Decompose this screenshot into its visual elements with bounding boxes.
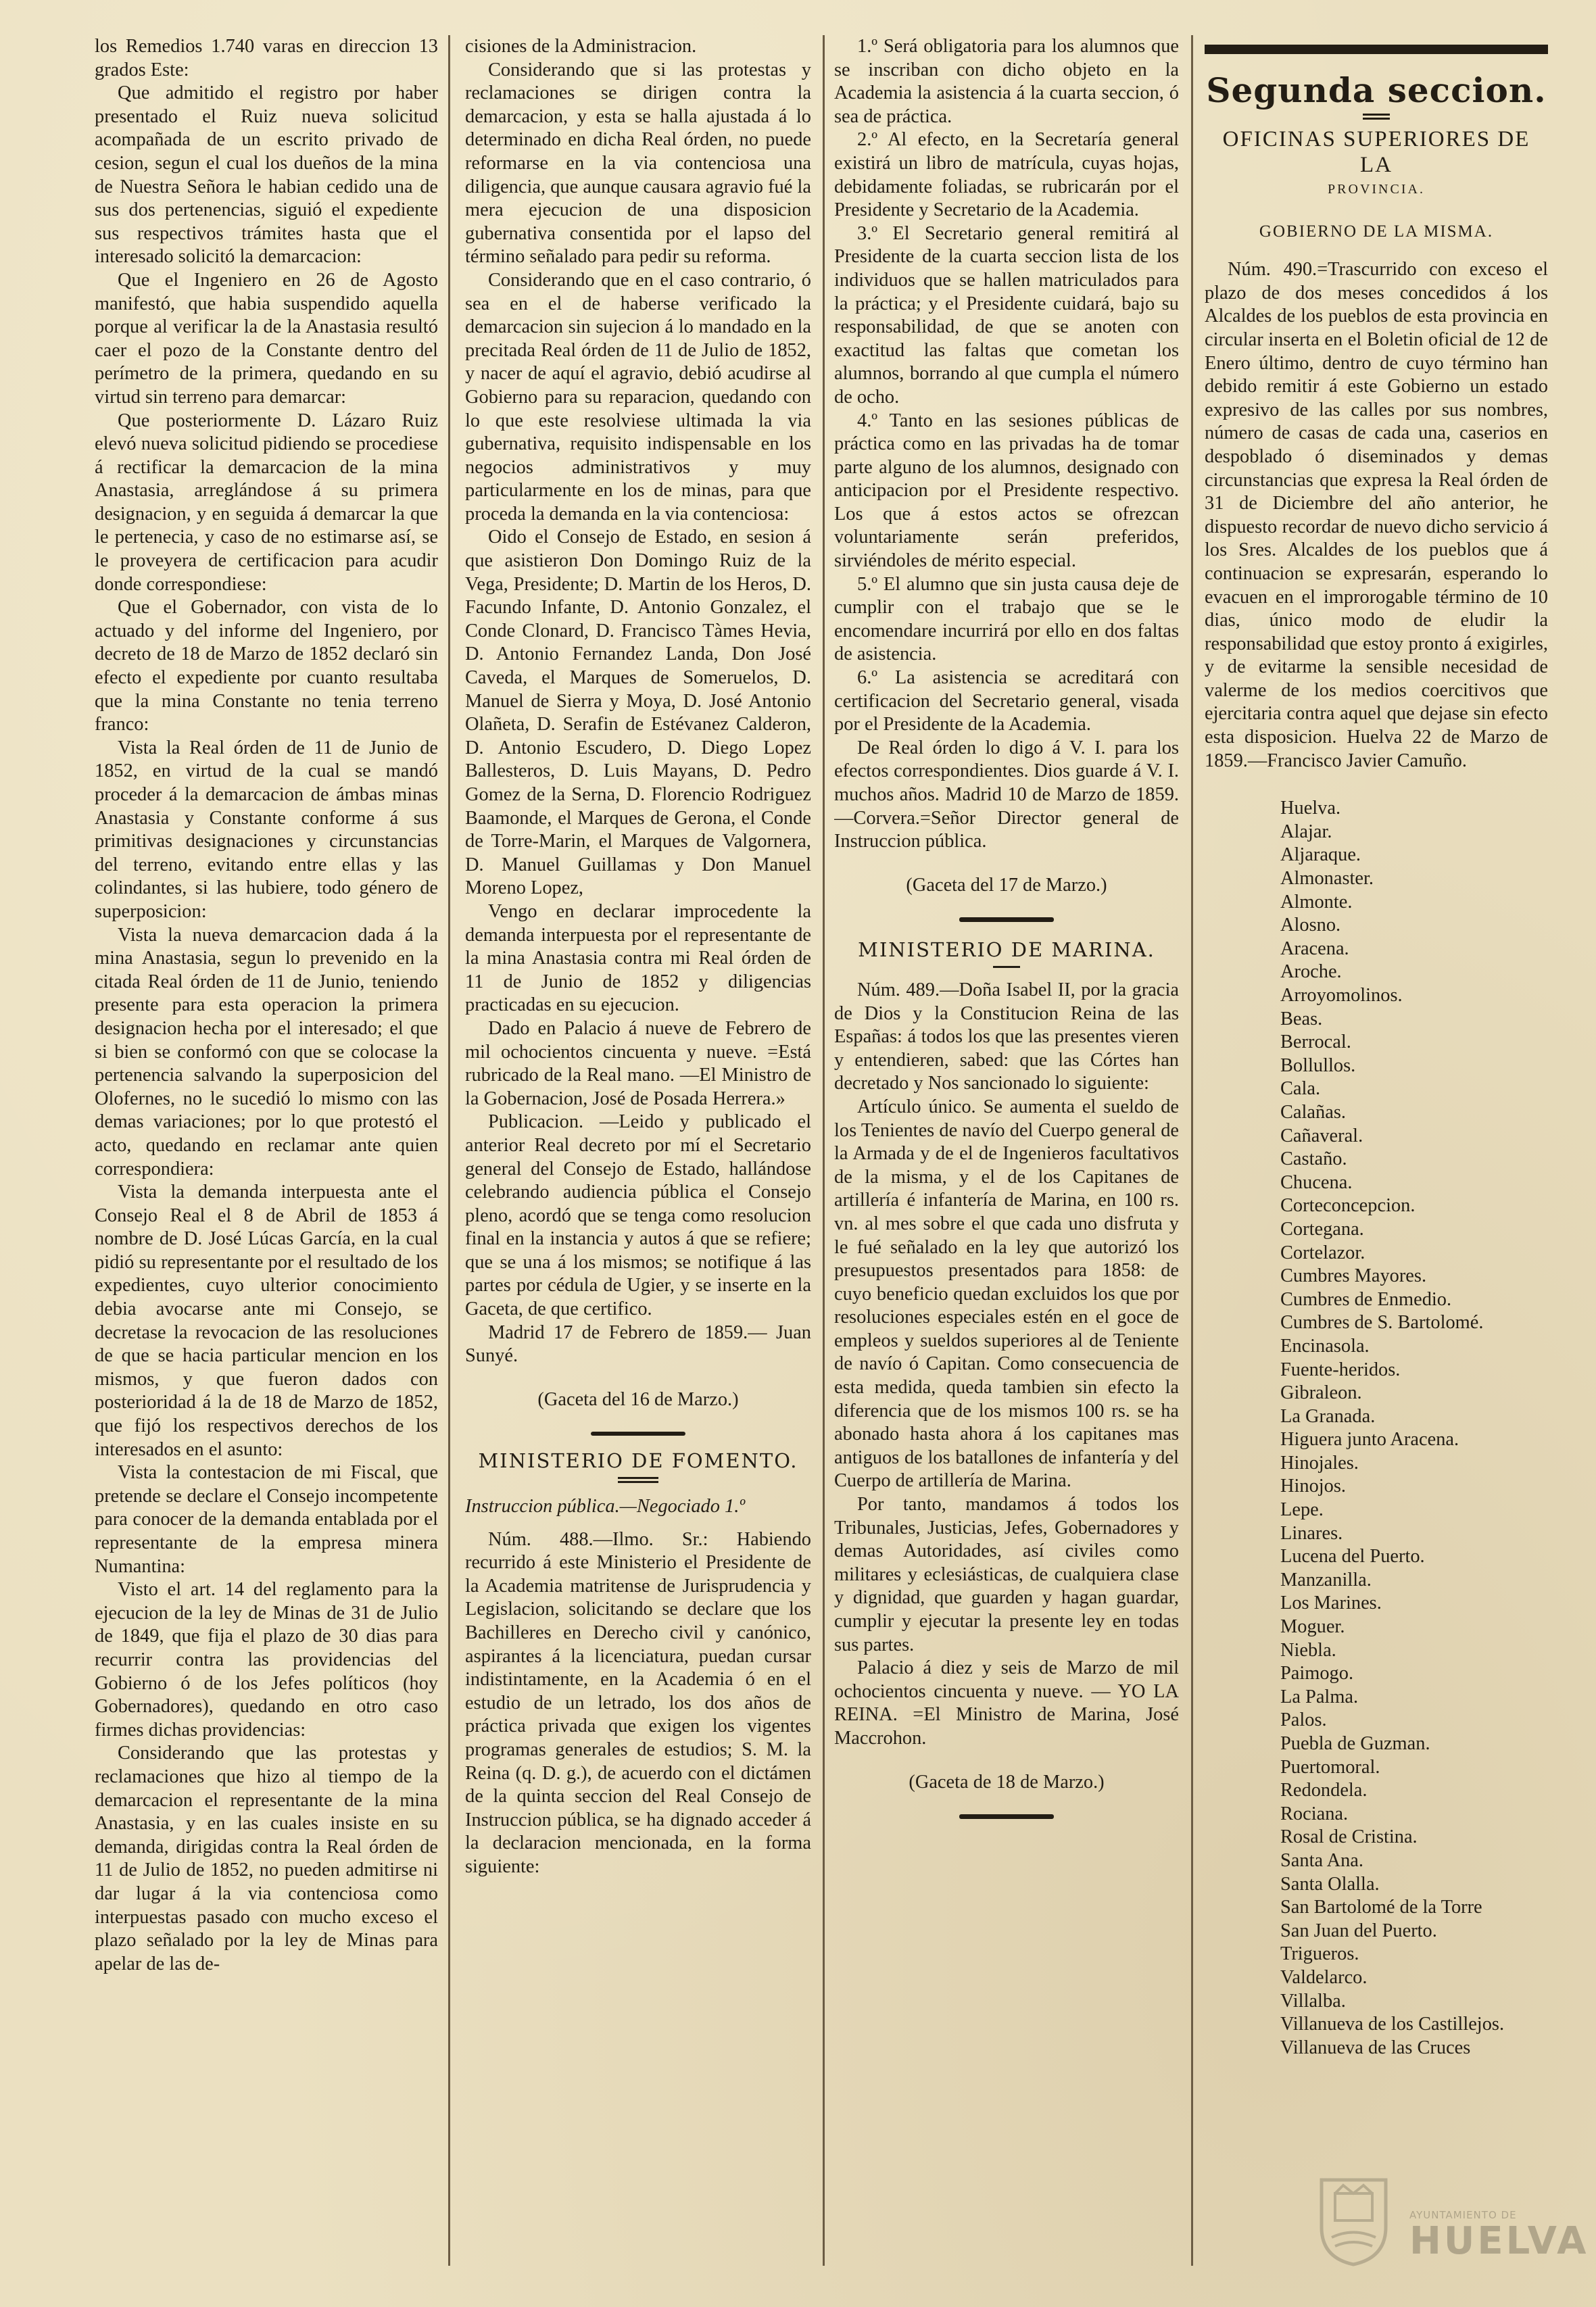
town-list-item: Cumbres Mayores. bbox=[1280, 1265, 1427, 1287]
paragraph: Dado en Palacio á nueve de Febrero de mil ochocientos cincuenta y nueve. =Está rubricado de la Real mano. —El Ministro de la Gobernacion, José de Posada Herrera.» bbox=[465, 1017, 811, 1109]
town-list-item: Santa Ana. bbox=[1280, 1849, 1364, 1871]
town-list-item: Alosno. bbox=[1280, 915, 1341, 936]
separator bbox=[959, 1814, 1054, 1819]
town-list-item: San Juan del Puerto. bbox=[1280, 1920, 1437, 1941]
column-1 bbox=[95, 35, 438, 2266]
town-list-item: Aracena. bbox=[1280, 938, 1349, 959]
city-seal-icon bbox=[1315, 2173, 1393, 2268]
town-list-item: Castaño. bbox=[1280, 1148, 1347, 1170]
town-list-item: Calañas. bbox=[1280, 1101, 1346, 1123]
paragraph: Núm. 488.—Ilmo. Sr.: Habiendo recurrido á este Ministerio el Presidente de la Academia matritense de Jurisprudencia y Legislacion, solicitando se declare que los Bachilleres en Derecho civil y canónico, aspirantes á la licenciatura, puedan cursar indistintamente, en la Academia ó en el estudio de un letrado, los dos años de práctica privada que exigen los vigentes programas generales de estudios; S. M. la Reina (q. D. g.), de acuerdo con el dictámen de la quinta seccion del Real Consejo de Instruccion pública, se ha dignado acceder á la declaracion mencionada, en la forma siguiente: bbox=[465, 1528, 811, 1877]
section-heading-marina: MINISTERIO DE MARINA. bbox=[858, 938, 1155, 962]
town-list-item: Valdelarco. bbox=[1280, 1966, 1368, 1988]
paragraph: 2.º Al efecto, en la Secretaría general existirá un libro de matrícula, cuyas hojas, debidamente foliadas, se rubricarán por el Presidente y Secretario de la Academia. bbox=[834, 129, 1179, 221]
paragraph: Oido el Consejo de Estado, en sesion á que asistieron Don Domingo Ruiz de la Vega, Presidente; D. Martin de los Heros, D. Facundo Infante, D. Antonio Gonzalez, el Conde Clonard, D. Francisco Tàmes Hevia, D. Antonio Fernandez Landa, Don José Caveda, el Marques de Someruelos, D. Manuel de Sierra y Moya, D. José Antonio Olañeta, D. Serafin de Estévanez Calderon, D. Antonio Escudero, D. Diego Lopez Ballesteros, D. Luis Mayans, D. Pedro Gomez de la Serna, D. Florencio Rodriguez Baamonde, el Marques de Gerona, el Conde de Torre-Marin, el Marques de Valgornera, D. Manuel Guillamas y Don Manuel Moreno Lopez, bbox=[465, 527, 811, 899]
paragraph: cisiones de la Administracion. bbox=[465, 36, 697, 57]
town-list-item: Lucena del Puerto. bbox=[1280, 1546, 1425, 1568]
paragraph: Artículo único. Se aumenta el sueldo de los Tenientes de navío del Cuerpo general de la Armada y de el de Ingenieros facultativos de la misma, y el de los Capitanes de artillería é infantería de Marina, en 100 rs. vn. al mes sobre el que cada uno disfruta y le fué señalado en la ley que autorizó los presupuestos presentados para 1858: de cuyo beneficio quedan excluidos los que por resoluciones especiales estén en el goce de empleos y sueldos superiores al de Teniente de navío ó Capitan. Como consecuencia de esta medida, queda tambien sin efecto la diferencia que de los mismos 100 rs. se ha abonado hasta ahora á los capitanes mas antiguos de los batallones de infantería y del Cuerpo de artillería de Marina. bbox=[834, 1096, 1179, 1492]
town-list-item: Los Marines. bbox=[1280, 1593, 1382, 1614]
paragraph: Por tanto, mandamos á todos los Tribunales, Justicias, Jefes, Gobernadores y demas Autoridades, así civiles como militares y eclesiásticas, de cualquiera clase y dignidad, que guarden y hagan guardar, cumplir y ejecutar la presente ley en todas sus partes. bbox=[834, 1494, 1179, 1655]
section-heading-fomento: MINISTERIO DE FOMENTO. bbox=[478, 1449, 798, 1473]
paragraph: 1.º Será obligatoria para los alumnos que se inscriban con dicho objeto en la Academia la asistencia á la cuarta seccion, ó sea de práctica. bbox=[834, 36, 1179, 127]
town-list-item: Cortelazor. bbox=[1280, 1242, 1365, 1263]
office-heading: OFICINAS SUPERIORES DE LA bbox=[1222, 127, 1530, 177]
town-list-item: Manzanilla. bbox=[1280, 1569, 1372, 1590]
paragraph: Madrid 17 de Febrero de 1859.— Juan Sunyé. bbox=[465, 1321, 811, 1367]
separator bbox=[993, 966, 1020, 968]
office-subheading: PROVINCIA. bbox=[1328, 182, 1425, 197]
paragraph: De Real órden lo digo á V. I. para los efectos correspondientes. Dios guarde á V. I. muchos años. Madrid 10 de Marzo de 1859.—Corvera.=Señor Director general de Instruccion pública. bbox=[834, 737, 1179, 852]
paragraph: Que el Gobernador, con vista de lo actuado y del informe del Ingeniero, por decreto de 18 de Marzo de 1852 declaró sin efecto el expediente por cuanto resultaba que la mina Constante no tenia terreno franco: bbox=[95, 597, 438, 735]
paragraph: Vista la contestacion de mi Fiscal, que pretende se declare el Consejo incompetente para conocer de la demanda entablada por el representante de la empresa minera Numantina: bbox=[95, 1462, 438, 1577]
town-list-item: Encinasola. bbox=[1280, 1335, 1370, 1357]
town-list-item: Palos. bbox=[1280, 1709, 1327, 1731]
paragraph: Que posteriormente D. Lázaro Ruiz elevó nueva solicitud pidiendo se procediese á rectificar la demarcacion de la mina Anastasia, arreglándose á su primera designacion, y en seguida á demarcar la que le pertenecia, y caso de no estimarse así, se le proveyera de certificacion para acudir donde correspondiese: bbox=[95, 410, 438, 595]
column-rule bbox=[1191, 35, 1193, 2266]
town-list-item: Berrocal. bbox=[1280, 1031, 1351, 1053]
town-list-item: Rosal de Cristina. bbox=[1280, 1826, 1418, 1848]
town-list-item: Aroche. bbox=[1280, 961, 1342, 983]
separator bbox=[959, 917, 1054, 922]
paragraph: 4.º Tanto en las sesiones públicas de práctica como en las privadas ha de tomar parte alguno de los alumnos, designado con anticipacion por el Presidente respectivo. Los que á estos actos se ofrezcan voluntariamente serán preferidos, sirviéndoles de mérito especial. bbox=[834, 410, 1179, 572]
gazette-citation: (Gaceta del 17 de Marzo.) bbox=[906, 874, 1107, 896]
paragraph: Núm. 489.—Doña Isabel II, por la gracia de Dios y la Constitucion Reina de las Españas: á todos los que las presentes vieren y entendieren, sabed: que las Córtes han decretado y Nos sancionado lo siguiente: bbox=[834, 979, 1179, 1094]
paragraph: Núm. 490.=Trascurrido con exceso el plazo de dos meses concedidos á los Alcaldes de los pueblos de esta provincia en circular inserta en el Boletin oficial de 12 de Enero último, dentro de cuyo término han debido remitir á este Gobierno un estado expresivo de las calles por sus nombres, número de casas de cada una, caserios en despoblado ó diseminados y demas circunstancias que expresa la Real órden de 31 de Diciembre del año anterior, he dispuesto recordar de nuevo dicho servicio á los Sres. Alcaldes de los pueblos que á continuacion se expresarán, esperando lo evacuen en el improrogable término de 10 dias, único modo de eludir la responsabilidad que estoy pronto á exigirles, y de evitarme la sensible necesidad de valerme de los medios coercitivos que ejercitaria contra aquel que dejase sin efecto esta disposicion. Huelva 22 de Marzo de 1859.—Francisco Javier Camuño. bbox=[1205, 259, 1548, 771]
paragraph: 6.º La asistencia se acreditará con certificacion del Secretario general, visada por el Presidente de la Academia. bbox=[834, 667, 1179, 735]
town-list-item: Arroyomolinos. bbox=[1280, 985, 1403, 1006]
town-list-item: Aljaraque. bbox=[1280, 844, 1361, 866]
paragraph: 5.º El alumno que sin justa causa deje de cumplir con el trabajo que se le encomendare incurrirá por ello en dos faltas de asistencia. bbox=[834, 573, 1179, 665]
town-list-item: Puebla de Guzman. bbox=[1280, 1733, 1430, 1754]
section-top-bar bbox=[1205, 45, 1548, 54]
town-list-item: La Palma. bbox=[1280, 1686, 1359, 1707]
paragraph: Considerando que si las protestas y reclamaciones se dirigen contra la demarcacion, y esta se halla ajustada á lo determinado en dicha Real órden, no puede reformarse en la via contenciosa una diligencia, que aunque causara agravio fué la mera ejecucion de una disposicion gubernativa consentida por el lapso del término señalado para pedir su reforma. bbox=[465, 59, 811, 268]
paragraph: Que admitido el registro por haber presentado el Ruiz nueva solicitud acompañada de un escrito privado de cesion, segun el cual los dueños de la mina de Nuestra Señora le habian cedido una de sus dos pertenencias, siguió el expediente sus respectivos trámites hasta que el interesado solicitó la demarcacion: bbox=[95, 82, 438, 268]
column-4 bbox=[1205, 35, 1589, 2266]
column-3 bbox=[834, 35, 1179, 2266]
town-list-item: Cala. bbox=[1280, 1078, 1321, 1100]
paragraph: Vista la nueva demarcacion dada á la mina Anastasia, segun lo prevenido en la citada Real órden de 11 de Junio, teniendo presente para esta operacion la primera designacion hecha por el interesado; el que si bien se conformó con que se colocase la pertenencia salvando la superposicion del Olofernes, no le sucedió lo mismo con las demas variaciones; por lo que protestó el acto, quedando en reclamar ante quien correspondiera: bbox=[95, 924, 438, 1180]
town-list-item: Niebla. bbox=[1280, 1639, 1336, 1661]
paragraph: Considerando que en el caso contrario, ó sea en el de haberse verificado la demarcacion sin sujecion á lo mandado en la precitada Real órden de 11 de Julio de 1852, y nacer de aquí el agravio, debió acudirse al Gobierno para su reparacion, quedando con lo que este resolviese ultimada la via gubernativa, requisito indispensable en los negocios administrativos y muy particularmente en los de minas, para que proceda la demanda en la via contenciosa: bbox=[465, 269, 811, 525]
town-list-item: Higuera junto Aracena. bbox=[1280, 1429, 1459, 1451]
paragraph: Vista la demanda interpuesta ante el Consejo Real el 8 de Abril de 1853 á nombre de D. José Lúcas García, en la cual pidió su representante por el resultado de los expedientes, cuyo ulterior conocimiento debia avocarse ante mi Consejo, se decretase la revocacion de las resoluciones de que se hacia particular mencion en los mismos, y que fueron dados con posterioridad á la de 18 de Marzo de 1852, que fijó los respectivos derechos de los interesados en el asunto: bbox=[95, 1182, 438, 1460]
town-list-item: Cumbres de Enmedio. bbox=[1280, 1288, 1452, 1310]
town-list-item: Redondela. bbox=[1280, 1780, 1368, 1801]
paragraph: Visto el art. 14 del reglamento para la ejecucion de la ley de Minas de 31 de Julio de 1849, que fija el plazo de 30 dias para recurrir contra las providencias del Gobierno ó de los Jefes políticos (hoy Gobernadores), quedando en otro caso firmes dichas providencias: bbox=[95, 1579, 438, 1741]
town-list-item: Puertomoral. bbox=[1280, 1756, 1380, 1778]
town-list-item: Villanueva de los Castillejos. bbox=[1280, 2014, 1505, 2035]
column-rule bbox=[448, 35, 450, 2266]
archive-watermark bbox=[1409, 2209, 1589, 2263]
town-list-item: Almonte. bbox=[1280, 891, 1353, 913]
paragraph: los Remedios 1.740 varas en direccion 13 grados Este: bbox=[95, 36, 438, 80]
town-list-item: Cumbres de S. Bartolomé. bbox=[1280, 1312, 1484, 1334]
town-list-item: Cañaveral. bbox=[1280, 1125, 1363, 1146]
paragraph: Publicacion. —Leido y publicado el anterior Real decreto por mí el Secretario general del Consejo de Estado, hallándose celebrando audiencia pública el Consejo pleno, acordó que se tenga como resolucion final en la instancia y autos á que se refiere; que se una á los mismos; se notifique á las partes por cédula de Ugier, y se inserte en la Gaceta, de que certifico. bbox=[465, 1111, 811, 1320]
paragraph: Que el Ingeniero en 26 de Agosto manifestó, que habia suspendido aquella porque al verificar la de la Anastasia resultó caer el pozo de la Constante dentro del perímetro de la primera, quedando en su virtud sin terreno para demarcar: bbox=[95, 269, 438, 408]
town-list-item: La Granada. bbox=[1280, 1405, 1376, 1427]
watermark-top-text: AYUNTAMIENTO DE bbox=[1409, 2209, 1517, 2221]
paragraph: Vengo en declarar improcedente la demanda interpuesta por el representante de la mina Anastasia contra mi Real órden de 11 de Junio de 1852 y diligencias practicadas en su ejecucion. bbox=[465, 900, 811, 1016]
paragraph: 3.º El Secretario general remitirá al Presidente de la cuarta seccion lista de los individuos que se hallen matriculados para la práctica; y el Presidente cuidará, bajo su responsabilidad, de que se anoten con exactitud las faltas que cometan los alumnos, borrando al que cumpla el número de ocho. bbox=[834, 222, 1179, 408]
town-list-item: Chucena. bbox=[1280, 1171, 1353, 1193]
town-list-item: Moguer. bbox=[1280, 1616, 1345, 1638]
gazette-citation: (Gaceta del 16 de Marzo.) bbox=[537, 1388, 739, 1410]
town-list-item: San Bartolomé de la Torre bbox=[1280, 1897, 1482, 1918]
subheading: Instruccion pública.—Negociado 1.º bbox=[465, 1496, 746, 1517]
gazette-citation: (Gaceta de 18 de Marzo.) bbox=[909, 1771, 1105, 1793]
town-list-item: Almonaster. bbox=[1280, 868, 1374, 890]
town-list-item: Trigueros. bbox=[1280, 1943, 1359, 1965]
town-list-item: Corteconcepcion. bbox=[1280, 1195, 1416, 1217]
town-list-item: Alajar. bbox=[1280, 821, 1332, 842]
paragraph: Considerando que las protestas y reclamaciones que hizo al tiempo de la demarcacion el representante de la mina Anastasia, y en las cuales insiste en su demanda, dirigidas contra la Real órden de 11 de Julio de 1852, no pueden admitirse ni dar lugar á la via contenciosa como interpuestas pasado con mucho exceso el plazo señalado por la ley de Minas para apelar de las de- bbox=[95, 1743, 438, 1974]
town-list-item: Huelva. bbox=[1280, 798, 1341, 819]
paragraph: Vista la Real órden de 11 de Junio de 1852, en virtud de la cual se mandó proceder á la demarcacion de ámbas minas Anastasia y Constante conforme á sus primitivas designaciones y circunstancias del terreno, evitando entre ellas y las colindantes, si las hubiere, todo género de superposicion: bbox=[95, 737, 438, 922]
watermark-name: HUELVA bbox=[1409, 2219, 1589, 2263]
town-list-item: Santa Olalla. bbox=[1280, 1873, 1380, 1895]
column-2 bbox=[465, 35, 811, 2266]
town-list bbox=[1205, 797, 1548, 2060]
town-list-item: Bollullos. bbox=[1280, 1054, 1356, 1076]
government-heading: GOBIERNO DE LA MISMA. bbox=[1259, 222, 1494, 241]
town-list-item: Hinojos. bbox=[1280, 1476, 1347, 1497]
town-list-item: Hinojales. bbox=[1280, 1452, 1359, 1474]
town-list-item: Beas. bbox=[1280, 1008, 1323, 1029]
town-list-item: Villalba. bbox=[1280, 1990, 1346, 2012]
town-list-item: Villanueva de las Cruces bbox=[1280, 2037, 1471, 2058]
town-list-item: Paimogo. bbox=[1280, 1663, 1354, 1684]
separator bbox=[618, 1477, 658, 1483]
separator bbox=[1363, 114, 1390, 120]
paragraph: Palacio á diez y seis de Marzo de mil ochocientos cincuenta y nueve. — YO LA REINA. =El Ministro de Marina, José Maccrohon. bbox=[834, 1657, 1179, 1749]
town-list-item: Rociana. bbox=[1280, 1803, 1349, 1824]
town-list-item: Linares. bbox=[1280, 1522, 1343, 1544]
town-list-item: Gibraleon. bbox=[1280, 1382, 1362, 1404]
column-rule bbox=[823, 35, 825, 2266]
town-list-item: Fuente-heridos. bbox=[1280, 1359, 1401, 1380]
separator bbox=[591, 1432, 685, 1436]
town-list-item: Lepe. bbox=[1280, 1499, 1324, 1521]
town-list-item: Cortegana. bbox=[1280, 1218, 1364, 1240]
section-title: Segunda seccion. bbox=[1206, 70, 1547, 110]
